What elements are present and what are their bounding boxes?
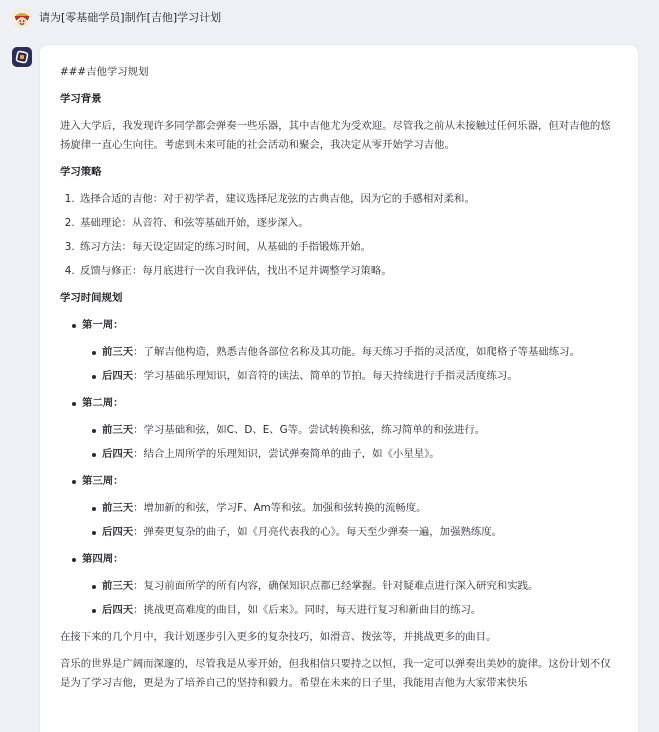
week-title: 第二周：: [72, 394, 620, 413]
week-item: [72, 316, 620, 386]
week-sublist: [92, 577, 620, 620]
subitem-label: 后四天: [102, 448, 134, 460]
week-subitem: [92, 343, 620, 362]
subitem-label: 后四天: [102, 526, 134, 538]
subitem-label: 前三天: [102, 424, 134, 436]
week-sublist: [92, 421, 620, 464]
strategy-list: [60, 190, 620, 281]
subitem-label: 前三天: [102, 346, 134, 358]
subitem-text: ：挑战更高难度的曲目，如《后来》。同时，每天进行复习和新曲目的练习。: [133, 604, 482, 616]
pirate-avatar-icon[interactable]: [12, 8, 32, 28]
week-item: [72, 550, 620, 620]
week-subitem: [92, 577, 620, 596]
strategy-item: 1. 选择合适的吉他：对于初学者，建议选择尼龙弦的古典吉他，因为它的手感相对柔和。: [78, 190, 620, 209]
strategy-item: 4. 反馈与修正：每月底进行一次自我评估，找出不足并调整学习策略。: [78, 262, 620, 281]
week-subitem: [92, 499, 620, 518]
week-subitem: [92, 523, 620, 542]
week-subitem: [92, 445, 620, 464]
user-message-text: 请为[零基础学员]制作[吉他]学习计划: [39, 11, 222, 24]
subitem-text: ：了解吉他构造，熟悉吉他各部位名称及其功能。每天练习手指的灵活度，如爬格子等基础练习。: [133, 346, 580, 358]
subitem-label: 后四天: [102, 370, 134, 382]
week-sublist: [92, 499, 620, 542]
response-content: [60, 63, 620, 701]
subitem-text: ：复习前面所学的所有内容，确保知识点都已经掌握。针对疑难点进行深入研究和实践。: [133, 580, 539, 592]
week-item: [72, 394, 620, 464]
schedule-week-list: [72, 316, 620, 620]
subitem-text: ：学习基础乐理知识，如音符的读法、简单的节拍。每天持续进行手指灵活度练习。: [133, 370, 518, 382]
strategy-item: 2. 基础理论：从音符、和弦等基础开始，逐步深入。: [78, 214, 620, 233]
next-months-paragraph: 在接下来的几个月中，我计划逐步引入更多的复杂技巧，如滑音、拨弦等，并挑战更多的曲目。: [60, 631, 497, 643]
week-title: 第一周：: [72, 316, 620, 335]
week-subitem: [92, 601, 620, 620]
week-subitem: [92, 421, 620, 440]
assistant-logo-icon: [12, 47, 32, 67]
subitem-text: ：结合上周所学的乐理知识，尝试弹奏简单的曲子，如《小星星》。: [133, 448, 440, 460]
closing-paragraph: 音乐的世界是广阔而深邃的，尽管我是从零开始，但我相信只要持之以恒，我一定可以弹奏出美妙的旋律。这份计划不仅是为了学习吉他，更是为了培养自己的坚持和毅力。希望在未来的日子里，我能用吉他为大家带来快乐: [60, 658, 611, 689]
background-heading: 学习背景: [60, 93, 102, 105]
subitem-text: ：增加新的和弦，学习F、Am等和弦。加强和弦转换的流畅度。: [133, 502, 427, 514]
week-subitem: [92, 367, 620, 386]
strategy-item: 3. 练习方法：每天设定固定的练习时间，从基础的手指锻炼开始。: [78, 238, 620, 257]
subitem-label: 后四天: [102, 604, 134, 616]
week-item: [72, 472, 620, 542]
doc-title: ###吉他学习规划: [60, 66, 149, 78]
subitem-text: ：学习基础和弦，如C、D、E、G等。尝试转换和弦，练习简单的和弦进行。: [133, 424, 486, 436]
user-message-row: [0, 0, 659, 40]
week-title: 第三周：: [72, 472, 620, 491]
background-paragraph: 进入大学后，我发现许多同学都会弹奏一些乐器，其中吉他尤为受欢迎。尽管我之前从未接触过任何乐器，但对吉他的悠扬旋律一直心生向往。考虑到未来可能的社会活动和聚会，我决定从零开始学习吉他。: [60, 120, 611, 151]
subitem-label: 前三天: [102, 580, 134, 592]
strategy-heading: 学习策略: [60, 166, 102, 178]
week-sublist: [92, 343, 620, 386]
subitem-text: ：弹奏更复杂的曲子，如《月亮代表我的心》。每天至少弹奏一遍，加强熟练度。: [133, 526, 503, 538]
subitem-label: 前三天: [102, 502, 134, 514]
week-title: 第四周：: [72, 550, 620, 569]
assistant-response-card: [40, 45, 638, 732]
schedule-heading: 学习时间规划: [60, 292, 123, 304]
